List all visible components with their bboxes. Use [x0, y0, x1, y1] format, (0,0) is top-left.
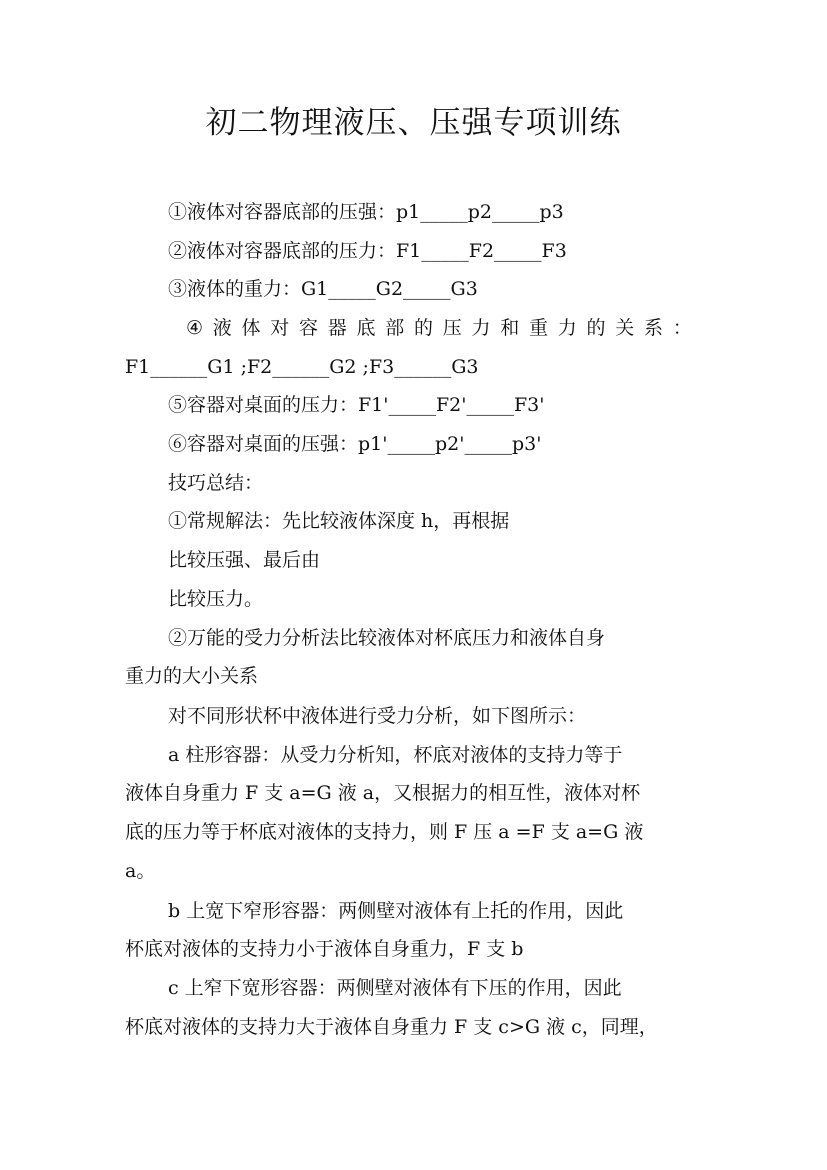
analysis-intro: 对不同形状杯中液体进行受力分析，如下图所示： — [168, 705, 587, 727]
question-6: ⑥容器对桌面的压强：p1'_____p2'_____p3' — [168, 433, 542, 455]
q4-char: 体 — [241, 317, 261, 339]
q4-char: 容 — [299, 317, 319, 339]
case-b-line-1: b 上宽下窄形容器：两侧壁对液体有上托的作用，因此 — [168, 900, 624, 922]
q4-char: 和 — [500, 317, 520, 339]
question-4-head — [186, 315, 692, 341]
q4-char: 系 — [644, 317, 664, 339]
case-a-line-3: 底的压力等于杯底对液体的支持力，则 F 压 a =F 支 a=G 液 — [125, 821, 644, 843]
q4-char: ④ — [186, 317, 204, 339]
q4-char: 压 — [442, 317, 462, 339]
question-1: ①液体对容器底部的压强：p1_____p2_____p3 — [168, 201, 564, 223]
summary-heading: 技巧总结： — [168, 472, 264, 494]
page-title: 初二物理液压、压强专项训练 — [205, 105, 622, 141]
question-5: ⑤容器对桌面的压力：F1'_____F2'_____F3' — [168, 394, 545, 416]
case-a-line-1: a 柱形容器：从受力分析知，杯底对液体的支持力等于 — [168, 744, 623, 766]
case-b-line-2: 杯底对液体的支持力小于液体自身重力，F 支 b — [125, 938, 524, 960]
q4-char: 关 — [615, 317, 635, 339]
q4-char: 的 — [414, 317, 434, 339]
method-1-line-2: 比较压强、最后由 — [168, 549, 321, 571]
q4-char: 底 — [356, 317, 376, 339]
case-c-line-1: c 上窄下宽形容器：两侧壁对液体有下压的作用，因此 — [168, 977, 622, 999]
case-c-line-2: 杯底对液体的支持力大于液体自身重力 F 支 c>G 液 c，同理， — [125, 1016, 658, 1038]
method-1-line-3: 比较压力。 — [168, 588, 264, 610]
question-2: ②液体对容器底部的压力：F1_____F2_____F3 — [168, 240, 567, 262]
q4-char: 部 — [385, 317, 405, 339]
q4-char: 力 — [471, 317, 491, 339]
case-a-line-4: a。 — [125, 860, 156, 882]
q4-char: 器 — [327, 317, 347, 339]
method-2-line-2: 重力的大小关系 — [125, 665, 259, 687]
question-4-tail: F1______G1 ;F2______G2 ;F3______G3 — [125, 356, 479, 378]
case-a-line-2: 液体自身重力 F 支 a=G 液 a，又根据力的相互性，液体对杯 — [125, 782, 641, 804]
q4-char: 液 — [212, 317, 232, 339]
q4-char: 力 — [557, 317, 577, 339]
method-2-line-1: ②万能的受力分析法比较液体对杯底压力和液体自身 — [168, 627, 606, 649]
q4-char: 重 — [529, 317, 549, 339]
q4-char: 对 — [270, 317, 290, 339]
question-3: ③液体的重力：G1_____G2_____G3 — [168, 278, 478, 300]
method-1-line-1: ①常规解法：先比较液体深度 h，再根据 — [168, 510, 510, 532]
q4-char: 的 — [586, 317, 606, 339]
q4-char: ： — [672, 317, 692, 339]
